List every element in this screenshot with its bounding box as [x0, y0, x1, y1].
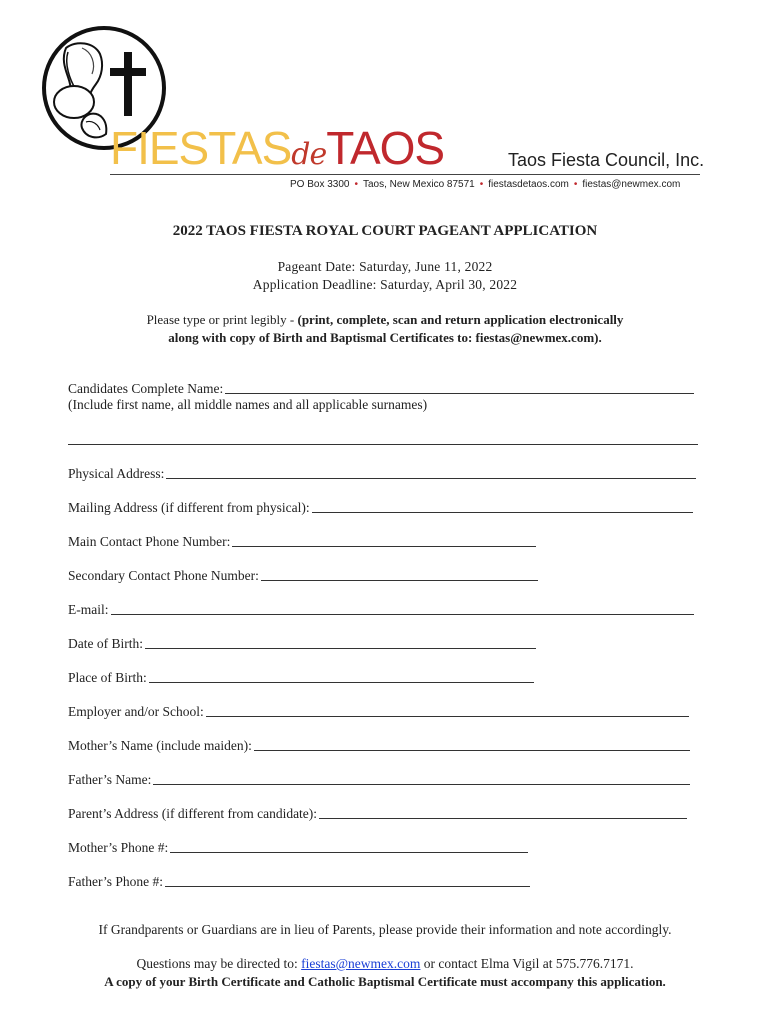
bullet-icon: •	[479, 179, 484, 190]
logo-wordmark	[110, 122, 444, 174]
field-label: Mother’s Name (include maiden):	[68, 738, 252, 753]
instructions-plain: Please type or print legibly -	[146, 312, 295, 327]
field-label: Parent’s Address (if different from candidate):	[68, 806, 318, 821]
certificate-requirement-note: A copy of your Birth Certificate and Catholic Baptismal Certificate must accompany this application.	[104, 974, 666, 989]
form-title: 2022 TAOS FIESTA ROYAL COURT PAGEANT APPLICATION	[172, 223, 598, 239]
field-label: Place of Birth:	[68, 670, 147, 685]
field-label: Secondary Contact Phone Number:	[68, 568, 259, 583]
contact-email-link[interactable]: fiestas@newmex.com	[301, 956, 421, 971]
field-label: E-mail:	[68, 602, 109, 617]
questions-note	[0, 956, 770, 972]
questions-suffix: or contact Elma Vigil at 575.776.7171.	[420, 956, 634, 971]
questions-prefix: Questions may be directed to:	[136, 956, 302, 971]
fill-line[interactable]	[254, 737, 690, 751]
fill-line[interactable]	[153, 771, 690, 785]
fill-line[interactable]	[170, 839, 528, 853]
fill-line[interactable]	[232, 533, 536, 547]
logo-taos-text: TAOS	[326, 122, 445, 174]
email-field[interactable]	[68, 600, 694, 618]
field-label: Employer and/or School:	[68, 704, 204, 719]
bullet-icon: •	[354, 179, 358, 190]
header-contact-line	[290, 179, 680, 190]
fill-line[interactable]	[165, 873, 530, 887]
field-label: Physical Address:	[68, 466, 165, 481]
date-of-birth-field[interactable]	[68, 634, 536, 652]
secondary-phone-field[interactable]	[68, 566, 538, 584]
physical-address-field[interactable]	[68, 464, 696, 482]
header-divider	[110, 174, 700, 175]
website-text: fiestasdetaos.com	[488, 179, 569, 190]
field-label: Main Contact Phone Number:	[68, 534, 231, 549]
parents-address-field[interactable]	[68, 804, 687, 822]
bullet-icon: •	[573, 179, 578, 190]
fill-line[interactable]	[319, 805, 687, 819]
field-label: Mother’s Phone #:	[68, 840, 169, 855]
father-name-field[interactable]	[68, 770, 690, 788]
fill-line[interactable]	[166, 465, 696, 479]
candidate-name-field[interactable]	[68, 379, 694, 397]
instructions-bold-2: along with copy of Birth and Baptismal Certificates to: fiestas@newmex.com).	[168, 330, 602, 345]
po-box: PO Box 3300	[290, 179, 350, 190]
header-email: fiestas@newmex.com	[582, 179, 681, 190]
guardians-note: If Grandparents or Guardians are in lieu of Parents, please provide their information and note accordingly.	[98, 922, 672, 937]
fill-line[interactable]	[225, 380, 694, 394]
father-phone-field[interactable]	[68, 872, 530, 890]
organization-name: Taos Fiesta Council, Inc.	[508, 150, 705, 170]
mailing-address-field[interactable]	[68, 498, 693, 516]
mother-name-field[interactable]	[68, 736, 690, 754]
fill-line[interactable]	[149, 669, 534, 683]
pageant-date: Pageant Date: Saturday, June 11, 2022	[277, 259, 493, 274]
logo-fiestas-text: FIESTAS	[110, 122, 292, 174]
main-phone-field[interactable]	[68, 532, 536, 550]
instructions-bold-1: (print, complete, scan and return application electronically	[294, 312, 624, 327]
field-label: Father’s Name:	[68, 772, 152, 787]
fill-line[interactable]	[111, 601, 695, 615]
mother-phone-field[interactable]	[68, 838, 528, 856]
fill-line[interactable]	[312, 499, 693, 513]
candidate-name-continuation-line[interactable]	[68, 444, 698, 445]
name-note: (Include first name, all middle names and all applicable surnames)	[68, 397, 428, 412]
city-address: Taos, New Mexico 87571	[363, 179, 475, 190]
fill-line[interactable]	[206, 703, 689, 717]
fill-line[interactable]	[261, 567, 538, 581]
field-label: Father’s Phone #:	[68, 874, 163, 889]
field-label: Candidates Complete Name:	[68, 381, 224, 396]
field-label: Date of Birth:	[68, 636, 143, 651]
field-label: Mailing Address (if different from physical):	[68, 500, 310, 515]
instructions	[0, 311, 770, 347]
logo-de-text: de	[291, 137, 327, 172]
fill-line[interactable]	[145, 635, 536, 649]
place-of-birth-field[interactable]	[68, 668, 534, 686]
employer-school-field[interactable]	[68, 702, 689, 720]
application-deadline: Application Deadline: Saturday, April 30, 2022	[252, 277, 518, 292]
